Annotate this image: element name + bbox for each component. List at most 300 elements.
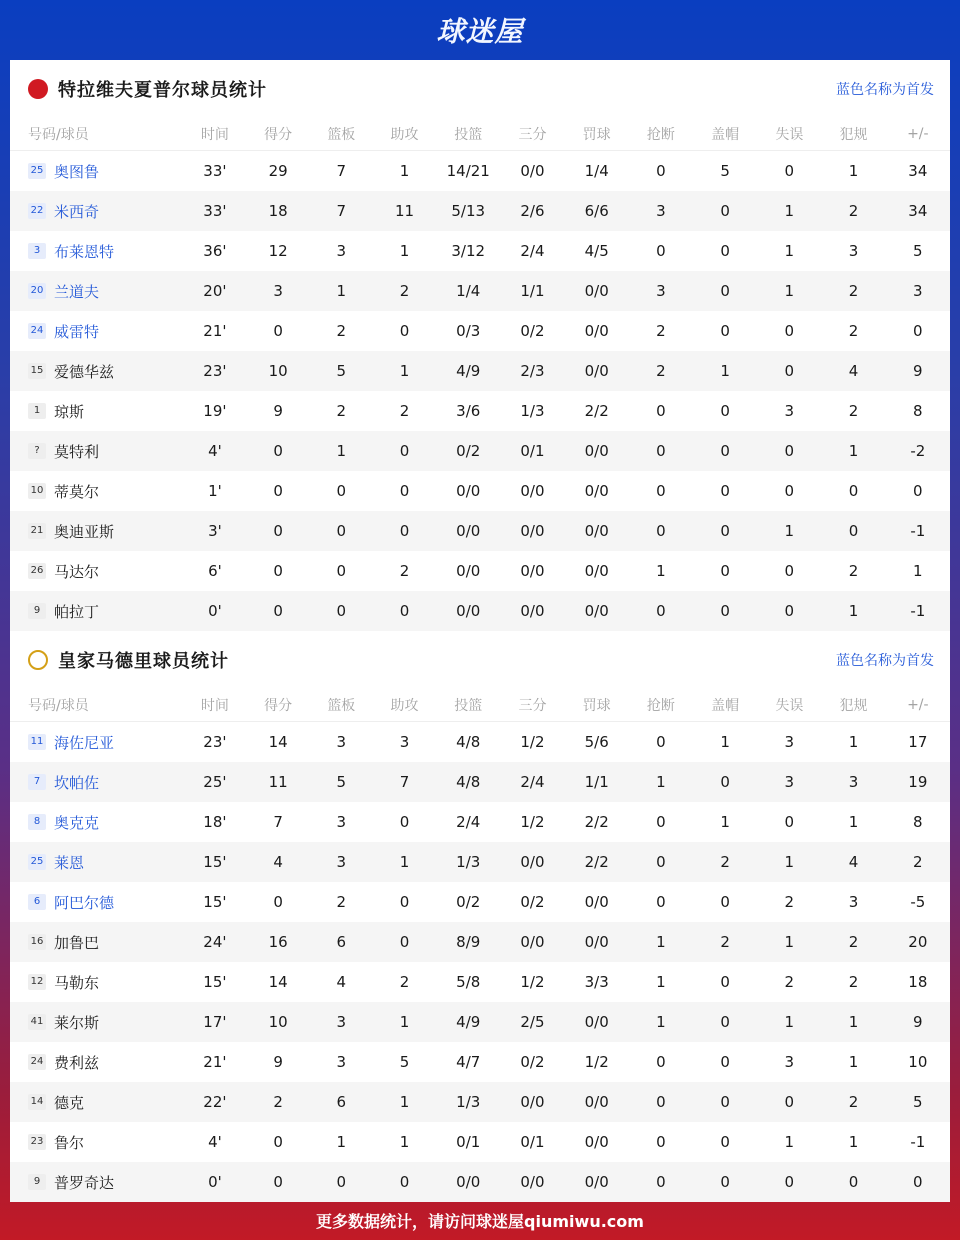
stat-cell: 4/9 (436, 351, 500, 391)
stat-cell: 0 (310, 1162, 373, 1202)
stat-cell: 0 (720, 402, 730, 420)
footer-link[interactable]: 更多数据统计，请访问球迷屋qiumiwu.com (316, 1211, 644, 1231)
stat-cell: 2 (848, 562, 859, 580)
stat-cell: 0 (848, 482, 859, 500)
stat-cell: 5/6 (584, 733, 609, 751)
stat-cell: 1 (757, 271, 821, 311)
stat-cell: 3' (183, 511, 246, 551)
player-cell (10, 351, 183, 391)
stat-cell: 4' (183, 431, 246, 471)
stat-cell: 0 (273, 1133, 283, 1151)
stat-cell: 2 (247, 1082, 310, 1122)
player-name: 鲁尔 (54, 1133, 85, 1152)
stat-cell: 0' (183, 1162, 246, 1202)
stat-cell: 3 (784, 1053, 795, 1071)
stat-cell: 0 (336, 562, 347, 580)
stat-cell: 2 (336, 322, 347, 340)
stat-cell: 4/8 (456, 733, 481, 751)
stat-cell: 1 (310, 431, 373, 471)
stat-cell: 4/8 (436, 762, 500, 802)
player-cell (10, 511, 183, 551)
jersey-number: 41 (28, 1014, 46, 1030)
column-header: 盖帽 (693, 689, 757, 722)
player-stats-table (10, 118, 950, 631)
stat-cell: 3 (399, 733, 410, 751)
stat-cell: 1/3 (520, 402, 545, 420)
stat-cell: 2/4 (520, 242, 545, 260)
stat-cell: 1 (399, 162, 410, 180)
stat-cell: 1/1 (565, 762, 629, 802)
player-name: 莱尔斯 (54, 1013, 100, 1032)
stat-cell: 0/0 (456, 482, 481, 500)
player-cell (10, 1082, 183, 1122)
stat-cell: 1 (720, 733, 730, 751)
table-row (10, 351, 950, 391)
table-row (10, 231, 950, 271)
stat-cell: 0 (336, 482, 347, 500)
stat-cell: 2 (693, 922, 757, 962)
table-row (10, 882, 950, 922)
stat-cell: 9 (273, 1053, 283, 1071)
stat-cell: 2 (821, 271, 885, 311)
stat-cell: 0/2 (520, 322, 545, 340)
stat-cell: 0 (757, 591, 821, 631)
stat-cell: 0/0 (565, 1002, 629, 1042)
stat-cell: 6 (310, 1082, 373, 1122)
player-name: 马达尔 (54, 562, 100, 581)
stat-cell: 19' (203, 402, 227, 420)
stat-cell: 14/21 (446, 162, 490, 180)
stat-cell: 4/7 (456, 1053, 481, 1071)
stat-cell: 10 (908, 1053, 928, 1071)
column-header: 失误 (757, 689, 821, 722)
table-row (10, 191, 950, 231)
player-name: 爱德华兹 (54, 362, 115, 381)
stat-cell: 0 (629, 431, 693, 471)
column-header: 抢断 (629, 689, 693, 722)
player-cell (10, 551, 183, 591)
table-row (10, 511, 950, 551)
stat-cell: 2 (848, 973, 859, 991)
player-name: 莫特利 (54, 442, 100, 461)
stat-cell: 0 (656, 242, 666, 260)
stat-cell: 0 (720, 893, 730, 911)
player-name[interactable]: 布莱恩特 (54, 242, 115, 261)
stat-cell: 0 (399, 482, 410, 500)
stat-cell: 2 (848, 402, 859, 420)
jersey-number: 26 (28, 563, 46, 579)
column-header: 篮板 (310, 689, 373, 722)
stat-cell: 17 (908, 733, 928, 751)
player-cell (10, 1162, 183, 1202)
column-header: 盖帽 (693, 118, 757, 151)
stat-cell: 10 (247, 1002, 310, 1042)
stat-cell: 0 (720, 242, 730, 260)
stat-cell: 15' (203, 973, 227, 991)
table-row (10, 1042, 950, 1082)
table-row (10, 551, 950, 591)
column-header: 号码/球员 (10, 118, 183, 151)
stat-cell: 3 (848, 242, 859, 260)
stat-cell: 1/2 (520, 813, 545, 831)
stats-panel (10, 60, 950, 1200)
stat-cell: 11 (247, 762, 310, 802)
player-name: 马勒东 (54, 973, 100, 992)
stat-cell: 1 (757, 191, 821, 231)
player-cell (10, 842, 183, 882)
stat-cell: 7 (273, 813, 283, 831)
jersey-number: 10 (28, 483, 46, 499)
stat-cell: 33' (183, 191, 246, 231)
stat-cell: 1/1 (500, 271, 564, 311)
stat-cell: 11 (373, 191, 436, 231)
stat-cell: 2/6 (500, 191, 564, 231)
stat-cell: 12 (268, 242, 288, 260)
stat-cell: 34 (908, 162, 928, 180)
player-cell (10, 1042, 183, 1082)
player-cell (10, 191, 183, 231)
stat-cell: 15' (203, 893, 227, 911)
stat-cell: 0/0 (565, 271, 629, 311)
stat-cell: 18' (203, 813, 227, 831)
stat-cell: 0 (247, 591, 310, 631)
stat-cell: 0 (656, 1133, 666, 1151)
stat-cell: 5 (720, 162, 730, 180)
player-cell (10, 591, 183, 631)
stat-cell: 2/4 (500, 762, 564, 802)
stat-cell: 2 (373, 271, 436, 311)
player-cell (10, 762, 183, 802)
stat-cell: 4 (336, 973, 347, 991)
stat-cell: 0/0 (500, 842, 564, 882)
stat-cell: 0 (273, 893, 283, 911)
stat-cell: 0/3 (456, 322, 481, 340)
stat-cell: 0 (720, 973, 730, 991)
stat-cell: 0/0 (584, 562, 609, 580)
jersey-number: 6 (28, 894, 46, 910)
table-row (10, 431, 950, 471)
stat-cell: 9 (886, 351, 950, 391)
stat-cell: 0 (757, 1162, 821, 1202)
stat-cell: 2 (399, 973, 410, 991)
stat-cell: 3 (310, 842, 373, 882)
stat-cell: 8/9 (436, 922, 500, 962)
brand-logo: 球迷屋 (436, 15, 524, 48)
player-name: 帕拉丁 (54, 602, 100, 621)
stat-cell: 3 (784, 402, 795, 420)
stat-cell: 0/0 (436, 1162, 500, 1202)
player-cell (10, 882, 183, 922)
stat-cell: 2/2 (584, 813, 609, 831)
stat-cell: 3 (757, 762, 821, 802)
stat-cell: -2 (886, 431, 950, 471)
stat-cell: 2 (848, 322, 859, 340)
stat-cell: 6' (208, 562, 222, 580)
stat-cell: 3 (336, 242, 347, 260)
column-header: 罚球 (565, 689, 629, 722)
stat-cell: 0/0 (565, 1082, 629, 1122)
player-name[interactable]: 奥图鲁 (54, 162, 100, 181)
stat-cell: 0 (247, 431, 310, 471)
stat-cell: 0 (757, 431, 821, 471)
stat-cell: 23' (183, 351, 246, 391)
stat-cell: 3 (336, 733, 347, 751)
team-header (10, 631, 950, 689)
stat-cell: 0 (720, 322, 730, 340)
stat-cell: 5 (913, 242, 923, 260)
stat-cell: 0 (656, 402, 666, 420)
stat-cell: 7 (336, 162, 347, 180)
stat-cell: 6/6 (565, 191, 629, 231)
starter-legend-note: 蓝色名称为首发 (836, 653, 934, 669)
stat-cell: 5 (886, 1082, 950, 1122)
stat-cell: 2/5 (500, 1002, 564, 1042)
stat-cell: 0 (310, 511, 373, 551)
stat-cell: 14 (268, 733, 288, 751)
player-cell (10, 722, 183, 763)
column-header: 三分 (500, 689, 564, 722)
stat-cell: 2/2 (565, 842, 629, 882)
stat-cell: 0/0 (500, 591, 564, 631)
stat-cell: 10 (247, 351, 310, 391)
jersey-number: 9 (28, 603, 46, 619)
stat-cell: 0 (784, 813, 795, 831)
stat-cell: 2 (336, 402, 347, 420)
player-name[interactable]: 威雷特 (54, 322, 100, 341)
stat-cell: 1/2 (520, 973, 545, 991)
stat-cell: 5 (399, 1053, 410, 1071)
stat-cell: 0/1 (520, 1133, 545, 1151)
stat-cell: 1 (848, 1053, 859, 1071)
stat-cell: 0 (693, 591, 757, 631)
stat-cell: 1 (373, 1082, 436, 1122)
player-stats-table (10, 689, 950, 1202)
stat-cell: 0 (693, 271, 757, 311)
stat-cell: 1 (784, 242, 795, 260)
stat-cell: 0 (656, 162, 666, 180)
stat-cell: 3/6 (456, 402, 481, 420)
jersey-number: 22 (28, 203, 46, 219)
stat-cell: -1 (886, 591, 950, 631)
stat-cell: 8 (913, 402, 923, 420)
stat-cell: 3 (886, 271, 950, 311)
player-name[interactable]: 米西奇 (54, 202, 100, 221)
stat-cell: 0/0 (565, 922, 629, 962)
stat-cell: 1 (848, 1133, 859, 1151)
stat-cell: 0/2 (456, 893, 481, 911)
jersey-number: 8 (28, 814, 46, 830)
stat-cell: 1 (336, 1133, 347, 1151)
stat-cell: 0 (629, 591, 693, 631)
player-name[interactable]: 坎帕佐 (54, 773, 100, 792)
stat-cell: 2 (656, 322, 666, 340)
player-name: 德克 (54, 1093, 85, 1112)
stat-cell: 24' (183, 922, 246, 962)
player-cell (10, 962, 183, 1002)
stat-cell: 0 (656, 893, 666, 911)
stat-cell: 2 (399, 562, 410, 580)
column-header: 得分 (247, 689, 310, 722)
stat-cell: 2 (693, 842, 757, 882)
player-cell (10, 802, 183, 842)
stat-cell: 0' (183, 591, 246, 631)
stat-cell: 0 (310, 591, 373, 631)
column-header: 投篮 (436, 689, 500, 722)
stat-cell: 3 (821, 762, 885, 802)
stat-cell: 2/2 (584, 402, 609, 420)
stat-cell: 2 (629, 351, 693, 391)
jersey-number: 11 (28, 734, 46, 750)
player-cell (10, 471, 183, 511)
stat-cell: 5/8 (456, 973, 481, 991)
player-name: 蒂莫尔 (54, 482, 100, 501)
jersey-number: 14 (28, 1094, 46, 1110)
stat-cell: 1/2 (520, 733, 545, 751)
stat-cell: 0/0 (565, 511, 629, 551)
stat-cell: 1 (757, 511, 821, 551)
column-header: 三分 (500, 118, 564, 151)
stat-cell: 3 (629, 271, 693, 311)
stat-cell: 1/2 (584, 1053, 609, 1071)
stat-cell: 0 (784, 482, 795, 500)
stat-cell: 2/3 (500, 351, 564, 391)
table-row (10, 842, 950, 882)
stat-cell: 7 (373, 762, 436, 802)
table-row (10, 311, 950, 351)
stat-cell: 2 (821, 1082, 885, 1122)
stat-cell: 3 (784, 733, 795, 751)
stat-cell: 0 (784, 162, 795, 180)
stat-cell: 1 (310, 271, 373, 311)
stat-cell: 1 (848, 813, 859, 831)
jersey-number: 7 (28, 774, 46, 790)
column-header: 抢断 (629, 118, 693, 151)
stat-cell: 0 (913, 322, 923, 340)
stat-cell: 0/0 (565, 1162, 629, 1202)
player-name: 加鲁巴 (54, 933, 100, 952)
stat-cell: 4 (821, 351, 885, 391)
jersey-number: 15 (28, 363, 46, 379)
column-header: +/- (886, 689, 950, 722)
stat-cell: 1/4 (436, 271, 500, 311)
stat-cell: 0/0 (520, 562, 545, 580)
stat-cell: 0/0 (565, 351, 629, 391)
stat-cell: 33' (203, 162, 227, 180)
player-name[interactable]: 奥克克 (54, 813, 100, 832)
jersey-number: 3 (28, 243, 46, 259)
stat-cell: 1 (821, 431, 885, 471)
table-row (10, 471, 950, 511)
stat-cell: 1 (656, 973, 666, 991)
table-row (10, 271, 950, 311)
player-cell (10, 311, 183, 351)
stat-cell: 0/2 (520, 893, 545, 911)
stat-cell: 2 (784, 973, 795, 991)
player-name[interactable]: 兰道夫 (54, 282, 100, 301)
table-row (10, 802, 950, 842)
table-row (10, 1122, 950, 1162)
real-madrid-crest-icon (28, 650, 48, 670)
table-row (10, 1082, 950, 1122)
jersey-number: 9 (28, 1174, 46, 1190)
table-row (10, 762, 950, 802)
column-header: 投篮 (436, 118, 500, 151)
stat-cell: 4/5 (584, 242, 609, 260)
stat-cell: 0 (693, 191, 757, 231)
stat-cell: 0 (373, 1162, 436, 1202)
player-name: 奥迪亚斯 (54, 522, 115, 541)
table-row (10, 922, 950, 962)
column-header: 时间 (183, 689, 246, 722)
stat-cell: 2 (399, 402, 410, 420)
column-header: 罚球 (565, 118, 629, 151)
table-row (10, 1002, 950, 1042)
player-name[interactable]: 莱恩 (54, 853, 85, 872)
stat-cell: -1 (886, 511, 950, 551)
stat-cell: 3 (336, 1053, 347, 1071)
jersey-number: 21 (28, 523, 46, 539)
stat-cell: 0 (693, 1002, 757, 1042)
stat-cell: 1 (693, 351, 757, 391)
player-cell (10, 231, 183, 271)
player-name[interactable]: 阿巴尔德 (54, 893, 115, 912)
stat-cell: 0 (693, 1082, 757, 1122)
stat-cell: 5/13 (436, 191, 500, 231)
player-name[interactable]: 海佐尼亚 (54, 733, 115, 752)
stat-cell: 1 (629, 762, 693, 802)
stat-cell: 0 (693, 511, 757, 551)
table-row (10, 591, 950, 631)
stat-cell: 4/9 (436, 1002, 500, 1042)
table-row (10, 962, 950, 1002)
stat-cell: 1 (913, 562, 923, 580)
stat-cell: 0 (373, 591, 436, 631)
player-cell (10, 431, 183, 471)
stat-cell: 1' (208, 482, 222, 500)
stat-cell: 3/12 (451, 242, 486, 260)
stat-cell: 0 (720, 1053, 730, 1071)
stat-cell: 1 (373, 351, 436, 391)
jersey-number: 25 (28, 163, 46, 179)
stat-cell: 0 (656, 733, 666, 751)
column-header: 时间 (183, 118, 246, 151)
stat-cell: 3/3 (584, 973, 609, 991)
stat-cell: 2 (886, 842, 950, 882)
stat-cell: 17' (183, 1002, 246, 1042)
stat-cell: 15' (183, 842, 246, 882)
stat-cell: 0 (720, 562, 730, 580)
player-cell (10, 271, 183, 311)
stat-cell: 1 (399, 1133, 410, 1151)
stat-cell: 0 (399, 813, 410, 831)
stat-cell: 0/2 (436, 431, 500, 471)
stat-cell: 14 (268, 973, 288, 991)
column-header: 失误 (757, 118, 821, 151)
stat-cell: 1 (373, 842, 436, 882)
stat-cell: 0 (784, 322, 795, 340)
stat-cell: 18 (908, 973, 928, 991)
stat-cell: 7 (310, 191, 373, 231)
jersey-number: 1 (28, 403, 46, 419)
stat-cell: 3 (629, 191, 693, 231)
stat-cell: -5 (910, 893, 926, 911)
stat-cell: 4 (821, 842, 885, 882)
stat-cell: 2 (821, 922, 885, 962)
stat-cell: 0 (821, 1162, 885, 1202)
stat-cell: 0 (373, 511, 436, 551)
stat-cell: 0 (693, 431, 757, 471)
stat-cell: 0 (629, 511, 693, 551)
